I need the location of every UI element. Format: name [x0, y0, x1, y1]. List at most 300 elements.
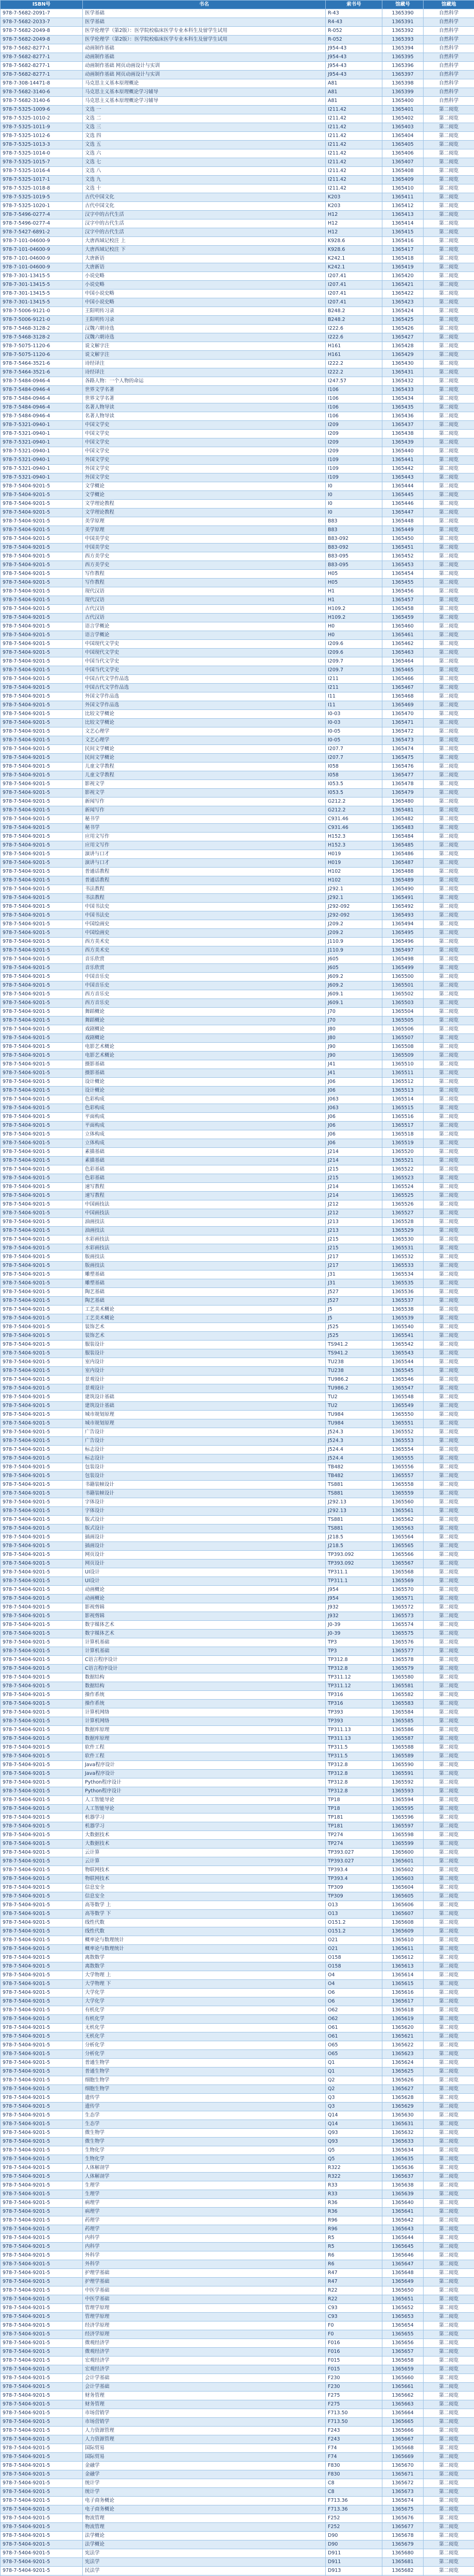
table-row[interactable]: [1, 1980, 474, 1989]
table-row[interactable]: [1, 1402, 474, 1411]
table-row[interactable]: [1, 1165, 474, 1174]
table-row[interactable]: [1, 1866, 474, 1875]
table-row[interactable]: [1, 1516, 474, 1524]
table-row[interactable]: [1, 526, 474, 535]
table-row[interactable]: [1, 438, 474, 447]
table-row[interactable]: [1, 1560, 474, 1568]
table-row[interactable]: [1, 885, 474, 894]
table-row[interactable]: [1, 2549, 474, 2558]
table-row[interactable]: [1, 2190, 474, 2199]
table-row[interactable]: [1, 596, 474, 605]
table-row[interactable]: [1, 298, 474, 307]
table-row[interactable]: [1, 535, 474, 544]
table-row[interactable]: [1, 754, 474, 762]
table-row[interactable]: [1, 290, 474, 298]
table-row[interactable]: [1, 2243, 474, 2251]
table-row[interactable]: [1, 149, 474, 158]
table-row[interactable]: [1, 841, 474, 850]
table-row[interactable]: [1, 307, 474, 316]
table-row[interactable]: [1, 2085, 474, 2094]
table-row[interactable]: [1, 1498, 474, 1507]
table-row[interactable]: [1, 71, 474, 79]
table-row[interactable]: [1, 281, 474, 290]
table-row[interactable]: [1, 1533, 474, 1542]
table-row[interactable]: [1, 473, 474, 482]
table-row[interactable]: [1, 903, 474, 911]
table-row[interactable]: [1, 1962, 474, 1971]
table-row[interactable]: [1, 2435, 474, 2444]
table-row[interactable]: [1, 701, 474, 710]
table-row[interactable]: [1, 1770, 474, 1778]
table-row[interactable]: [1, 1901, 474, 1910]
header-location[interactable]: 馆藏地: [424, 1, 474, 9]
table-row[interactable]: [1, 1157, 474, 1165]
table-row[interactable]: [1, 1034, 474, 1043]
table-row[interactable]: [1, 44, 474, 53]
table-row[interactable]: [1, 456, 474, 465]
table-row[interactable]: [1, 640, 474, 649]
table-row[interactable]: [1, 2514, 474, 2523]
header-barcode[interactable]: 馆藏号: [382, 1, 424, 9]
table-row[interactable]: [1, 1542, 474, 1551]
table-row[interactable]: [1, 1227, 474, 1235]
table-row[interactable]: [1, 2462, 474, 2470]
table-row[interactable]: [1, 1997, 474, 2006]
table-row[interactable]: [1, 1647, 474, 1656]
table-row[interactable]: [1, 79, 474, 88]
table-row[interactable]: [1, 2479, 474, 2488]
table-row[interactable]: [1, 1209, 474, 1218]
table-row[interactable]: [1, 929, 474, 938]
table-row[interactable]: [1, 614, 474, 622]
table-row[interactable]: [1, 1682, 474, 1691]
table-row[interactable]: [1, 1778, 474, 1787]
table-row[interactable]: [1, 2216, 474, 2225]
table-row[interactable]: [1, 579, 474, 587]
table-row[interactable]: [1, 587, 474, 596]
table-row[interactable]: [1, 1297, 474, 1306]
table-row[interactable]: [1, 1025, 474, 1034]
table-row[interactable]: [1, 2523, 474, 2532]
table-row[interactable]: [1, 106, 474, 114]
table-row[interactable]: [1, 780, 474, 789]
table-row[interactable]: [1, 167, 474, 176]
table-row[interactable]: [1, 999, 474, 1008]
table-row[interactable]: [1, 692, 474, 701]
table-row[interactable]: [1, 2146, 474, 2155]
table-row[interactable]: [1, 719, 474, 727]
table-row[interactable]: [1, 762, 474, 771]
table-row[interactable]: [1, 1586, 474, 1595]
table-row[interactable]: [1, 1218, 474, 1227]
table-row[interactable]: [1, 2321, 474, 2330]
table-row[interactable]: [1, 2339, 474, 2348]
table-row[interactable]: [1, 1043, 474, 1052]
table-row[interactable]: [1, 219, 474, 228]
table-row[interactable]: [1, 325, 474, 333]
table-row[interactable]: [1, 1743, 474, 1752]
table-row[interactable]: [1, 1288, 474, 1297]
table-row[interactable]: [1, 2032, 474, 2041]
table-row[interactable]: [1, 377, 474, 386]
table-row[interactable]: [1, 2409, 474, 2418]
table-row[interactable]: [1, 1577, 474, 1586]
table-row[interactable]: [1, 2076, 474, 2085]
table-row[interactable]: [1, 675, 474, 684]
table-row[interactable]: [1, 500, 474, 509]
table-row[interactable]: [1, 1358, 474, 1367]
table-row[interactable]: [1, 2348, 474, 2357]
table-row[interactable]: [1, 1708, 474, 1717]
table-row[interactable]: [1, 141, 474, 149]
table-row[interactable]: [1, 316, 474, 325]
table-row[interactable]: [1, 1253, 474, 1262]
cell-isbn: 978-7-5404-9201-5: [1, 657, 83, 666]
table-row[interactable]: [1, 552, 474, 561]
table-row[interactable]: [1, 2181, 474, 2190]
table-row[interactable]: [1, 2540, 474, 2549]
table-row[interactable]: [1, 1454, 474, 1463]
table-row[interactable]: [1, 1814, 474, 1822]
table-row[interactable]: [1, 176, 474, 184]
table-row[interactable]: [1, 2286, 474, 2295]
table-row[interactable]: [1, 1472, 474, 1481]
table-row[interactable]: [1, 2050, 474, 2059]
table-row[interactable]: [1, 333, 474, 342]
table-row[interactable]: [1, 544, 474, 552]
table-row[interactable]: [1, 1122, 474, 1130]
table-row[interactable]: [1, 2453, 474, 2462]
table-row[interactable]: [1, 412, 474, 421]
table-row[interactable]: [1, 88, 474, 97]
table-row[interactable]: [1, 2006, 474, 2015]
table-row[interactable]: [1, 2365, 474, 2374]
table-row[interactable]: [1, 1945, 474, 1954]
table-row[interactable]: [1, 263, 474, 272]
table-row[interactable]: [1, 2234, 474, 2243]
table-row[interactable]: [1, 798, 474, 806]
table-row[interactable]: [1, 2103, 474, 2111]
table-row[interactable]: [1, 2129, 474, 2138]
table-row[interactable]: [1, 1069, 474, 1078]
table-row[interactable]: [1, 1910, 474, 1919]
table-row[interactable]: [1, 1411, 474, 1419]
table-row[interactable]: [1, 1927, 474, 1936]
table-row[interactable]: [1, 2427, 474, 2435]
table-row[interactable]: [1, 605, 474, 614]
table-row[interactable]: [1, 1060, 474, 1069]
table-row[interactable]: [1, 1113, 474, 1122]
table-row[interactable]: [1, 1332, 474, 1341]
table-row[interactable]: [1, 938, 474, 946]
table-row[interactable]: [1, 1270, 474, 1279]
table-row[interactable]: [1, 2225, 474, 2234]
table-row[interactable]: [1, 1892, 474, 1901]
table-row[interactable]: [1, 237, 474, 246]
table-row[interactable]: [1, 1621, 474, 1630]
table-row[interactable]: [1, 2199, 474, 2208]
table-row[interactable]: [1, 1279, 474, 1288]
table-row[interactable]: [1, 9, 474, 18]
table-row[interactable]: [1, 2400, 474, 2409]
table-row[interactable]: [1, 342, 474, 351]
table-row[interactable]: [1, 1437, 474, 1446]
table-row[interactable]: [1, 1849, 474, 1857]
table-row[interactable]: [1, 1884, 474, 1892]
table-row[interactable]: [1, 570, 474, 579]
table-row[interactable]: [1, 1595, 474, 1603]
table-row[interactable]: [1, 1630, 474, 1638]
table-row[interactable]: [1, 2313, 474, 2321]
table-row[interactable]: [1, 2269, 474, 2278]
table-row[interactable]: [1, 1831, 474, 1840]
table-row[interactable]: [1, 1349, 474, 1358]
table-row[interactable]: [1, 2278, 474, 2286]
table-row[interactable]: [1, 1717, 474, 1726]
table-row[interactable]: [1, 2392, 474, 2400]
table-row[interactable]: [1, 2295, 474, 2304]
table-row[interactable]: [1, 2532, 474, 2540]
table-row[interactable]: [1, 430, 474, 438]
table-row[interactable]: [1, 1306, 474, 1314]
table-row[interactable]: [1, 622, 474, 631]
table-row[interactable]: [1, 745, 474, 754]
table-row[interactable]: [1, 403, 474, 412]
table-row[interactable]: [1, 1752, 474, 1761]
table-row[interactable]: [1, 272, 474, 281]
table-row[interactable]: [1, 1524, 474, 1533]
table-row[interactable]: [1, 1840, 474, 1849]
table-row[interactable]: [1, 368, 474, 377]
table-row[interactable]: [1, 920, 474, 929]
table-row[interactable]: [1, 649, 474, 657]
table-row[interactable]: [1, 2444, 474, 2453]
table-row[interactable]: [1, 123, 474, 132]
table-row[interactable]: [1, 2173, 474, 2181]
table-row[interactable]: [1, 2260, 474, 2269]
table-row[interactable]: [1, 894, 474, 903]
table-row[interactable]: [1, 1665, 474, 1673]
table-row[interactable]: [1, 2418, 474, 2427]
table-row[interactable]: [1, 1700, 474, 1708]
table-row[interactable]: [1, 351, 474, 360]
header-title[interactable]: 书名: [83, 1, 326, 9]
table-row[interactable]: [1, 1735, 474, 1743]
table-row[interactable]: [1, 2138, 474, 2146]
table-row[interactable]: [1, 97, 474, 106]
table-row[interactable]: [1, 2059, 474, 2067]
table-row[interactable]: [1, 1481, 474, 1489]
table-row[interactable]: [1, 1095, 474, 1104]
table-row[interactable]: [1, 1463, 474, 1472]
table-row[interactable]: [1, 850, 474, 859]
table-row[interactable]: [1, 1262, 474, 1270]
table-row[interactable]: [1, 824, 474, 833]
table-row[interactable]: [1, 789, 474, 798]
table-row[interactable]: [1, 955, 474, 964]
table-row[interactable]: [1, 1507, 474, 1516]
table-row[interactable]: [1, 2024, 474, 2032]
table-row[interactable]: [1, 1691, 474, 1700]
table-row[interactable]: [1, 1008, 474, 1016]
table-row[interactable]: [1, 184, 474, 193]
table-row[interactable]: [1, 981, 474, 990]
table-row[interactable]: [1, 1314, 474, 1323]
table-row[interactable]: [1, 395, 474, 403]
table-row[interactable]: [1, 1489, 474, 1498]
table-row[interactable]: [1, 1603, 474, 1612]
table-row[interactable]: [1, 2470, 474, 2479]
table-row[interactable]: [1, 1638, 474, 1647]
table-row[interactable]: [1, 1367, 474, 1376]
table-row[interactable]: [1, 2567, 474, 2575]
table-row[interactable]: [1, 2304, 474, 2313]
table-row[interactable]: [1, 1726, 474, 1735]
table-row[interactable]: [1, 1384, 474, 1393]
table-row[interactable]: [1, 1174, 474, 1183]
table-row[interactable]: [1, 1673, 474, 1682]
table-row[interactable]: [1, 631, 474, 640]
table-row[interactable]: [1, 1919, 474, 1927]
table-row[interactable]: [1, 491, 474, 500]
table-row[interactable]: [1, 1376, 474, 1384]
table-row[interactable]: [1, 771, 474, 780]
cell-isbn: 978-7-5404-9201-5: [1, 1638, 83, 1647]
table-row[interactable]: [1, 2041, 474, 2050]
table-row[interactable]: [1, 1341, 474, 1349]
table-row[interactable]: [1, 360, 474, 368]
table-row[interactable]: [1, 36, 474, 44]
table-row[interactable]: [1, 859, 474, 868]
table-row[interactable]: [1, 1183, 474, 1192]
table-row[interactable]: [1, 1130, 474, 1139]
table-row[interactable]: [1, 114, 474, 123]
table-row[interactable]: [1, 657, 474, 666]
table-row[interactable]: [1, 202, 474, 211]
table-row[interactable]: [1, 2067, 474, 2076]
table-row[interactable]: [1, 1016, 474, 1025]
table-row[interactable]: [1, 1078, 474, 1087]
table-row[interactable]: [1, 833, 474, 841]
table-row[interactable]: [1, 684, 474, 692]
table-row[interactable]: [1, 1971, 474, 1980]
table-row[interactable]: [1, 2111, 474, 2120]
table-row[interactable]: [1, 876, 474, 885]
table-row[interactable]: [1, 710, 474, 719]
table-row[interactable]: [1, 868, 474, 876]
table-row[interactable]: [1, 2497, 474, 2505]
table-row[interactable]: [1, 1875, 474, 1884]
table-row[interactable]: [1, 1822, 474, 1831]
table-row[interactable]: [1, 193, 474, 202]
table-row[interactable]: [1, 421, 474, 430]
table-row[interactable]: [1, 2357, 474, 2365]
table-row[interactable]: [1, 1446, 474, 1454]
table-row[interactable]: [1, 1323, 474, 1332]
table-row[interactable]: [1, 2155, 474, 2164]
table-row[interactable]: [1, 2383, 474, 2392]
table-row[interactable]: [1, 1761, 474, 1770]
table-row[interactable]: [1, 2094, 474, 2103]
table-row[interactable]: [1, 2015, 474, 2024]
table-row[interactable]: [1, 1936, 474, 1945]
table-row[interactable]: [1, 465, 474, 473]
table-row[interactable]: [1, 911, 474, 920]
table-row[interactable]: [1, 1656, 474, 1665]
table-row[interactable]: [1, 447, 474, 456]
table-row[interactable]: [1, 2488, 474, 2497]
table-row[interactable]: [1, 2120, 474, 2129]
header-isbn[interactable]: ISBN号: [1, 1, 83, 9]
table-row[interactable]: [1, 2208, 474, 2216]
table-row[interactable]: [1, 964, 474, 973]
table-row[interactable]: [1, 1192, 474, 1200]
table-row[interactable]: [1, 211, 474, 219]
table-row[interactable]: [1, 1052, 474, 1060]
table-row[interactable]: [1, 2558, 474, 2567]
table-row[interactable]: [1, 1805, 474, 1814]
table-row[interactable]: [1, 2251, 474, 2260]
table-row[interactable]: [1, 1104, 474, 1113]
table-row[interactable]: [1, 158, 474, 167]
table-row[interactable]: [1, 666, 474, 675]
table-row[interactable]: [1, 1787, 474, 1796]
table-row[interactable]: [1, 53, 474, 62]
table-row[interactable]: [1, 736, 474, 745]
table-row[interactable]: [1, 1235, 474, 1244]
table-row[interactable]: [1, 482, 474, 491]
table-row[interactable]: [1, 806, 474, 815]
table-row[interactable]: [1, 255, 474, 263]
table-row[interactable]: [1, 517, 474, 526]
table-row[interactable]: [1, 2330, 474, 2339]
table-row[interactable]: [1, 815, 474, 824]
table-row[interactable]: [1, 132, 474, 141]
table-row[interactable]: [1, 1139, 474, 1148]
table-row[interactable]: [1, 1857, 474, 1866]
table-row[interactable]: [1, 1989, 474, 1997]
table-row[interactable]: [1, 1568, 474, 1577]
table-row[interactable]: [1, 1393, 474, 1402]
table-row[interactable]: [1, 1612, 474, 1621]
table-row[interactable]: [1, 1148, 474, 1157]
table-row[interactable]: [1, 990, 474, 999]
table-row[interactable]: [1, 1428, 474, 1437]
table-row[interactable]: [1, 2374, 474, 2383]
table-row[interactable]: [1, 727, 474, 736]
table-row[interactable]: [1, 386, 474, 395]
header-call-number[interactable]: 索书号: [326, 1, 382, 9]
table-row[interactable]: [1, 946, 474, 955]
table-row[interactable]: [1, 18, 474, 27]
table-row[interactable]: [1, 1200, 474, 1209]
table-row[interactable]: [1, 1087, 474, 1095]
table-row[interactable]: [1, 246, 474, 255]
table-row[interactable]: [1, 509, 474, 517]
table-row[interactable]: [1, 62, 474, 71]
table-row[interactable]: [1, 2164, 474, 2173]
table-row[interactable]: [1, 973, 474, 981]
table-row[interactable]: [1, 561, 474, 570]
table-row[interactable]: [1, 228, 474, 237]
table-row[interactable]: [1, 1551, 474, 1560]
table-row[interactable]: [1, 1419, 474, 1428]
table-row[interactable]: [1, 1796, 474, 1805]
table-row[interactable]: [1, 2505, 474, 2514]
table-row[interactable]: [1, 1244, 474, 1253]
table-row[interactable]: [1, 1954, 474, 1962]
table-row[interactable]: [1, 27, 474, 36]
